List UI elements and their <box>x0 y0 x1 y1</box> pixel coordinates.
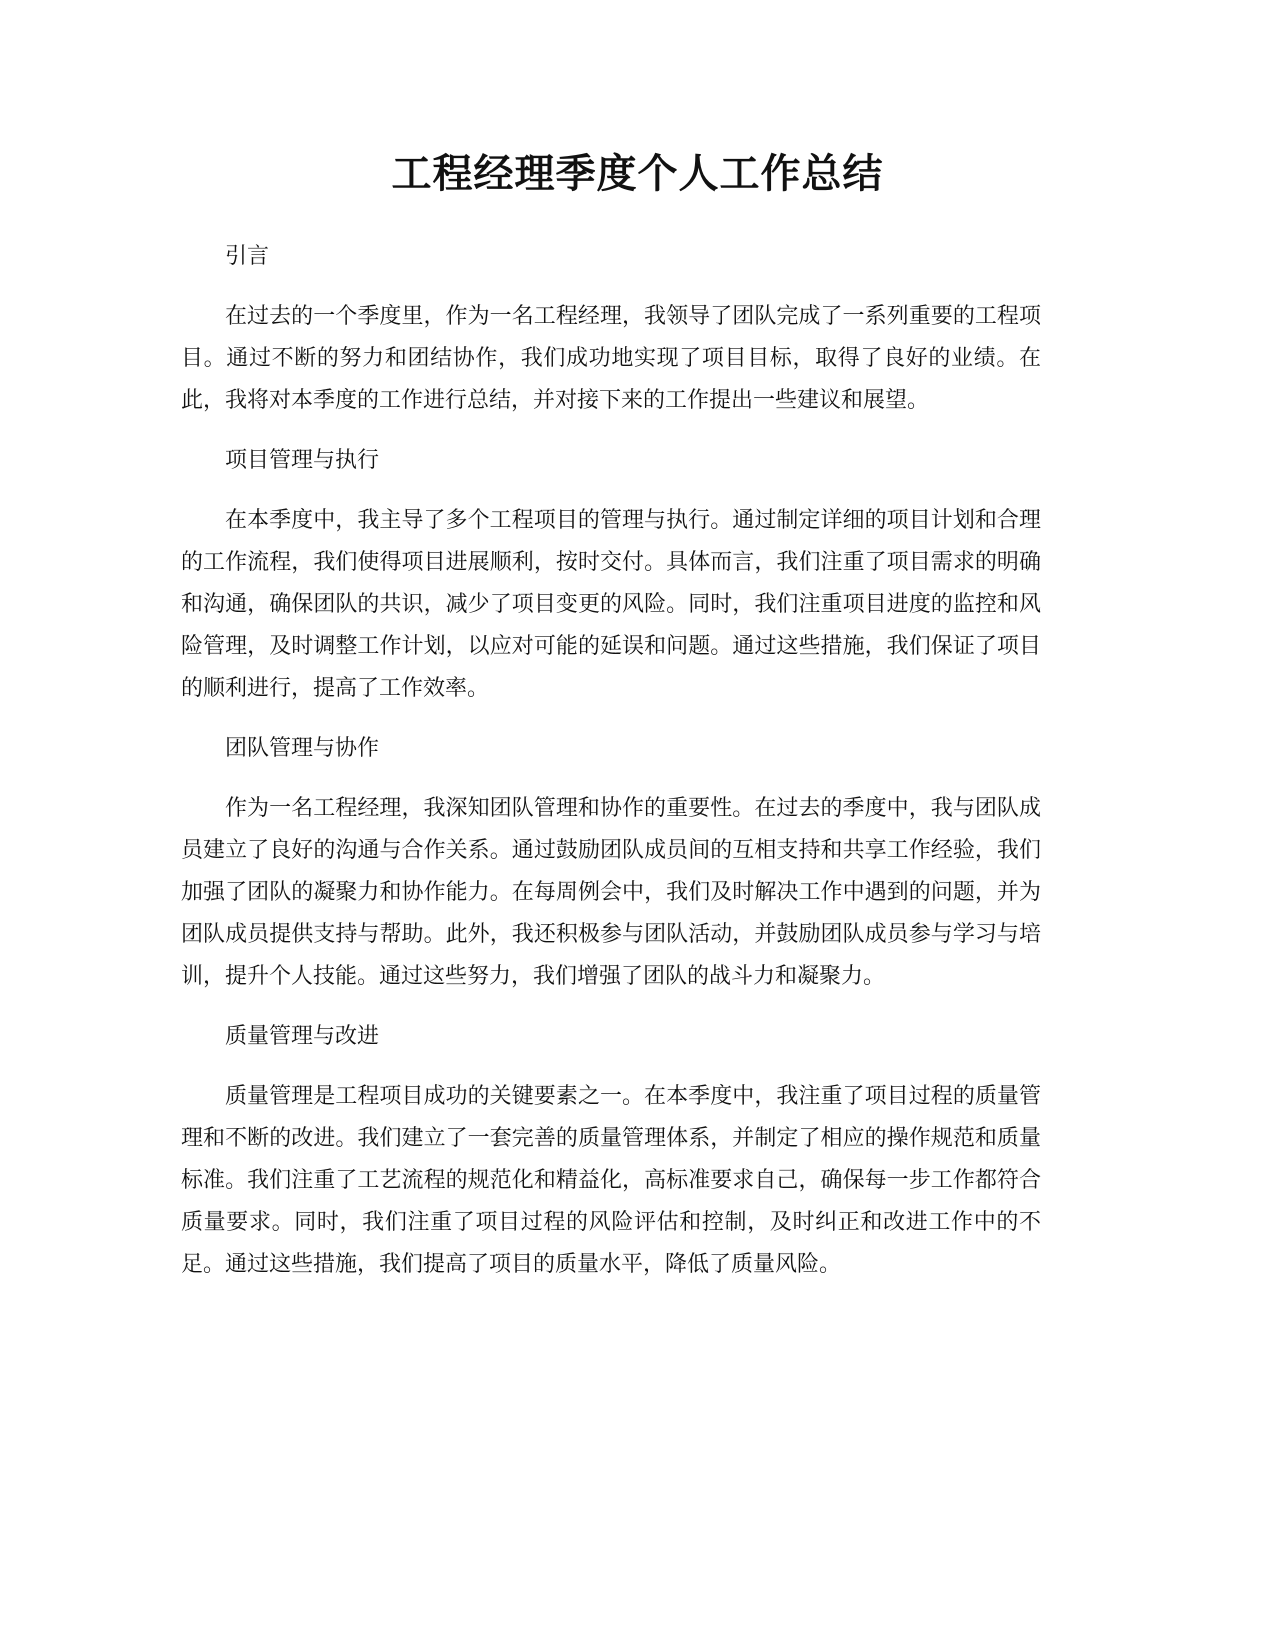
document-body <box>181 236 1041 1304</box>
section-paragraph-team-management: 作为一名工程经理，我深知团队管理和协作的重要性。在过去的季度中，我与团队成员建立了良好的沟通与合作关系。通过鼓励团队成员间的互相支持和共享工作经验，我们加强了团队的凝聚力和协作能力。在每周例会中，我们及时解决工作中遇到的问题，并为团队成员提供支持与帮助。此外，我还积极参与团队活动，并鼓励团队成员参与学习与培训，提升个人技能。通过这些努力，我们增强了团队的战斗力和凝聚力。 <box>181 796 1041 989</box>
section-heading-project-management: 项目管理与执行 <box>225 448 380 473</box>
section-heading-introduction: 引言 <box>225 244 270 269</box>
section-paragraph-quality-management: 质量管理是工程项目成功的关键要素之一。在本季度中，我注重了项目过程的质量管理和不断的改进。我们建立了一套完善的质量管理体系，并制定了相应的操作规范和质量标准。我们注重了工艺流程的规范化和精益化，高标准要求自己，确保每一步工作都符合质量要求。同时，我们注重了项目过程的风险评估和控制，及时纠正和改进工作中的不足。通过这些措施，我们提高了项目的质量水平，降低了质量风险。 <box>181 1084 1041 1277</box>
section-heading-quality-management: 质量管理与改进 <box>225 1024 380 1049</box>
section-paragraph-introduction: 在过去的一个季度里，作为一名工程经理，我领导了团队完成了一系列重要的工程项目。通过不断的努力和团结协作，我们成功地实现了项目目标，取得了良好的业绩。在此，我将对本季度的工作进行总结，并对接下来的工作提出一些建议和展望。 <box>181 304 1041 413</box>
section-heading-team-management: 团队管理与协作 <box>225 736 380 761</box>
section-paragraph-project-management: 在本季度中，我主导了多个工程项目的管理与执行。通过制定详细的项目计划和合理的工作流程，我们使得项目进展顺利，按时交付。具体而言，我们注重了项目需求的明确和沟通，确保团队的共识，减少了项目变更的风险。同时，我们注重项目进度的监控和风险管理，及时调整工作计划，以应对可能的延误和问题。通过这些措施，我们保证了项目的顺利进行，提高了工作效率。 <box>181 508 1041 701</box>
document-title: 工程经理季度个人工作总结 <box>391 151 884 197</box>
